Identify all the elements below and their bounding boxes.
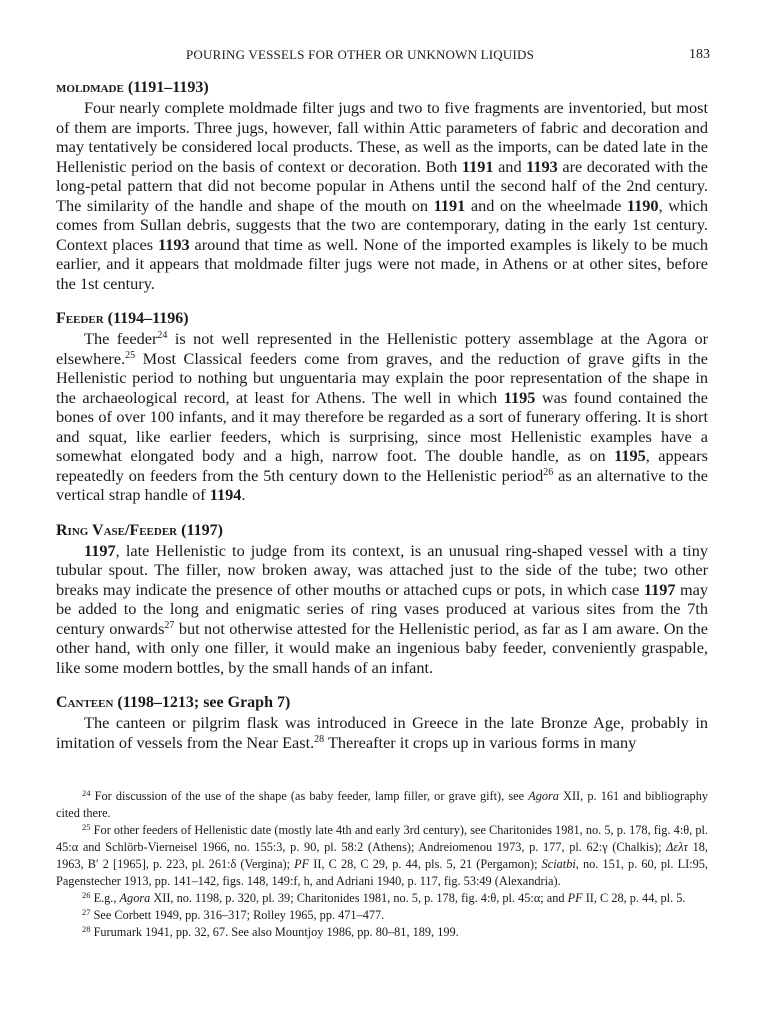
page-header xyxy=(56,47,710,67)
footnote-26: $^{26}$ E.g., Agora XII, no. 1198, p. 320, pl. 39; Charitonides 1981, no. 5, p. 178, fig. 4:θ, pl. 45:α; and PF II, C 28, p. 44, pl. 5. xyxy=(82,890,686,905)
footnote-24: $^{24}$ For discussion of the use of the shape (as baby feeder, lamp filler, or grave gift), see Agora XII, p. 161 and bibliography cited there. xyxy=(56,788,708,820)
running-title: POURING VESSELS FOR OTHER OR UNKNOWN LIQUIDS xyxy=(186,47,535,62)
footnote-ref-27[interactable]: 27 xyxy=(164,619,175,631)
section-heading-canteen: Canteen (1198–1213; see Graph 7) xyxy=(56,694,291,711)
footnotes xyxy=(56,788,708,941)
page-number: 183 xyxy=(689,47,710,62)
paragraph-canteen: The canteen or pilgrim flask was introduced in Greece in the late Bronze Age, probably in imitation of vessels from the Near East.$^{28}$ Thereafter it crops up in various forms in many xyxy=(56,713,708,752)
footnote-ref-25[interactable]: 25 xyxy=(125,349,136,361)
paragraph-feeder: The feeder$^{24}$ is not well represented in the Hellenistic pottery assemblage at the Agora or elsewhere.$^{25}$ Most Classical feeders come from graves, and the reduction of grave gifts in the Hellenistic period to nothing but unguentaria may explain the poor representation of the shape in the archaeological record, at least for Athens. The well in which 1195 was found contained the bones of over 100 infants, and it may therefore be regarded as a sort of funerary offering. It is short and squat, like earlier feeders, which is surprising, since most Hellenistic examples have a somewhat elongated body and a high, narrow foot. The double handle, as on 1195, appears repeatedly on feeders from the 5th century down to the Hellenistic period$^{26}$ as an alternative to the vertical strap handle of 1194. xyxy=(56,329,709,504)
footnote-ref-24[interactable]: 24 xyxy=(157,330,168,341)
footnote-27: $^{27}$ See Corbett 1949, pp. 316–317; Rolley 1965, pp. 471–477. xyxy=(82,907,385,922)
footnote-ref-28[interactable]: 28 xyxy=(314,733,325,745)
section-heading-ring-vase: Ring Vase/Feeder (1197) xyxy=(56,521,223,539)
paragraph-moldmade: Four nearly complete moldmade filter jugs and two to five fragments are inventoried, but most of them are imports. Three jugs, however, fall within Attic parameters of fabric and decoration and may tentatively be considered local products. These, as well as the imports, can be dated late in the Hellenistic period on the basis of context or decoration. Both 1191 and 1193 are decorated with the long-petal pattern that did not become popular in Athens until the second half of the 2nd century. The similarity of the handle and shape of the mouth on 1191 and on the wheelmade 1190, which comes from Sullan debris, suggests that the two are contemporary, dating in the early 1st century. Context places 1193 around that time as well. None of the imported examples is likely to be much earlier, and it appears that moldmade filter jugs were not made, in Athens or at other sites, before the 1st century. xyxy=(56,98,708,293)
footnote-25: $^{25}$ For other feeders of Hellenistic date (mostly late 4th and early 3rd century), see Charitonides 1981, no. 5, p. 178, fig. 4:θ, pl. 45:α and Schlörb-Vierneisel 1966, no. 155:3, p. 90, pl. 58:2 (Athens); Andreiomenou 1973, p. 177, pl. 62:γ (Chalkis); Δελτ 18, 1963, Β′ 2 [1965], p. 223, pl. 261:δ (Vergina); PF II, C 28, C 29, p. 44, pls. 5, 21 (Pergamon); Sciatbi, no. 151, p. 60, pl. LI:95, Pagenstecher 1913, pp. 141–142, figs. 148, 149:f, h, and Adriani 1940, p. 117, fig. 53:49 (Alexandria). xyxy=(56,822,709,888)
main-text xyxy=(56,78,708,752)
section-heading-moldmade: moldmade (1191–1193) xyxy=(56,79,209,96)
paragraph-ring-vase: 1197, late Hellenistic to judge from its context, is an unusual ring-shaped vessel with a tiny tubular spout. The filler, now broken away, was attached just to the side of the tube; two other breaks may indicate the presence of other mouths or attached cups or pots, in which case 1197 may be added to the long and enigmatic series of ring vases produced at various sites from the 7th century onwards$^{27}$ but not otherwise attested for the Hellenistic period, as far as I am aware. On the other hand, with only one filler, it would make an ingenious baby feeder, conveniently graspable, like some modern bottles, by the small hands of an infant. xyxy=(56,540,708,677)
footnote-28: $^{28}$ Furumark 1941, pp. 32, 67. See also Mountjoy 1986, pp. 80–81, 189, 199. xyxy=(82,924,459,939)
section-heading-feeder: Feeder (1194–1196) xyxy=(56,310,189,327)
footnote-ref-26[interactable]: 26 xyxy=(543,466,554,478)
